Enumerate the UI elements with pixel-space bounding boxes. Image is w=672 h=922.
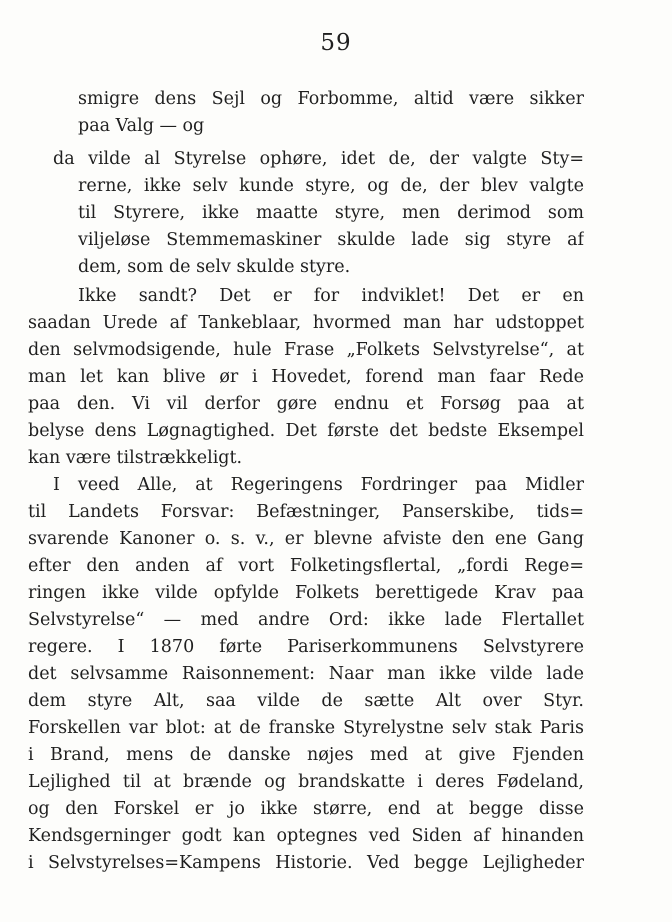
text-line: svarende Kanoner o. s. v., er blevne afviste den ene Gang [28,529,584,549]
text-line: viljeløse Stemmemaskiner skulde lade sig styre af [78,230,584,250]
text-line: til Styrere, ikke maatte styre, men derimod som [78,203,584,223]
text-line: Ikke sandt? Det er for indviklet! Det er en [78,286,584,306]
text-line: og den Forskel er jo ikke større, end at begge disse [28,799,584,819]
text-line: dem styre Alt, saa vilde de sætte Alt over Styr. [28,691,584,711]
text-line: den selvmodsigende, hule Frase „Folkets Selvstyrelse“, at [28,340,584,360]
text-line: Kendsgerninger godt kan optegnes ved Siden af hinanden [28,826,584,846]
text-line: regere. I 1870 førte Pariserkommunens Selvstyrere [28,637,584,657]
text-line: belyse dens Løgnagtighed. Det første det bedste Eksempel [28,421,584,441]
text-line: man let kan blive ør i Hovedet, forend man faar Rede [28,367,584,387]
text-line: Forskellen var blot: at de franske Styrelystne selv stak Paris [28,718,584,738]
text-line: da vilde al Styrelse ophøre, idet de, der valgte Sty= [53,149,584,169]
text-line: til Landets Forsvar: Befæstninger, Panserskibe, tids= [28,502,584,522]
text-line: rerne, ikke selv kunde styre, og de, der blev valgte [78,176,584,196]
text-line: i Selvstyrelses=Kampens Historie. Ved begge Lejligheder [28,853,584,873]
text-line: Lejlighed til at brænde og brandskatte i deres Fødeland, [28,772,584,792]
text-line: efter den anden af vort Folketingsflertal, „fordi Rege= [28,556,584,576]
text-line: paa den. Vi vil derfor gøre endnu et Forsøg paa at [28,394,584,414]
text-line: kan være tilstrækkeligt. [28,448,243,468]
text-line: I veed Alle, at Regeringens Fordringer paa Midler [53,475,584,495]
text-line: det selvsamme Raisonnement: Naar man ikke vilde lade [28,664,584,684]
text-line: Selvstyrelse“ — med andre Ord: ikke lade Flertallet [28,610,584,630]
text-line: ringen ikke vilde opfylde Folkets berettigede Krav paa [28,583,584,603]
text-line: saadan Urede af Tankeblaar, hvormed man har udstoppet [28,313,584,333]
text-line: paa Valg — og [78,116,205,136]
text-line: i Brand, mens de danske nøjes med at give Fjenden [28,745,584,765]
page-number: 59 [320,30,352,56]
text-line: dem, som de selv skulde styre. [78,257,351,277]
text-line: smigre dens Sejl og Forbomme, altid være sikker [78,89,584,109]
